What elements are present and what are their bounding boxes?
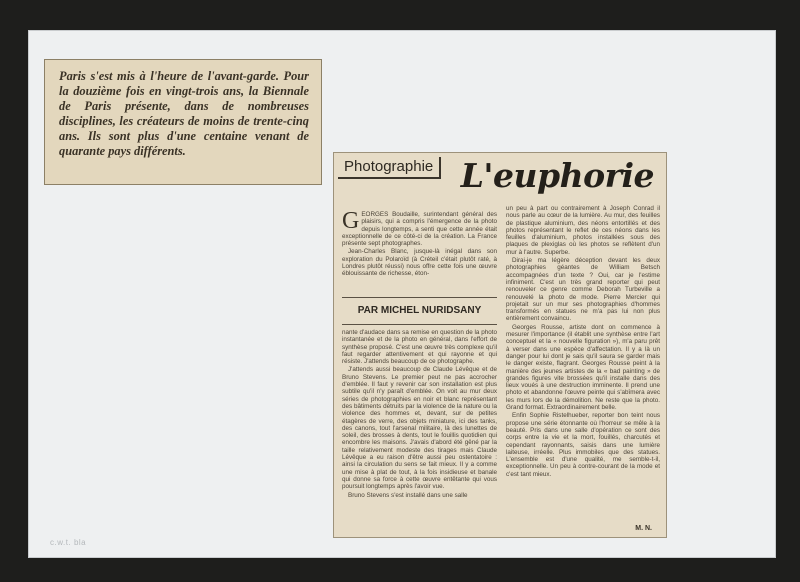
drop-cap: G	[342, 211, 360, 234]
article-column-left-bottom	[342, 329, 497, 535]
paragraph: Enfin Sophie Ristelhueber, reporter bon teint nous propose une série étonnante où l'horreur se mêle à la beauté. Pris dans une salle d'opération ce sont des corps entre la vie et la mort, fouillés, charcutés et cependant rayonnants, saisis dans une lumière laiteuse, irréelle. Plus immobiles que des statues. L'ensemble est d'une qualité, me semble-t-il, exceptionnelle. Un peu à contre-courant de la mode et c'est tant mieux.	[506, 412, 660, 478]
lead-paragraph	[342, 211, 497, 247]
paragraph: Bruno Stevens s'est installé dans une salle	[348, 491, 468, 499]
rubric-label: Photographie	[338, 157, 441, 179]
article-column-right	[506, 205, 660, 535]
headline: L'euphorie	[460, 156, 654, 195]
author-signature: M. N.	[635, 525, 652, 532]
article-clipping	[333, 152, 667, 538]
paragraph: un peu à part ou contrairement à Joseph Conrad il nous parle au cœur de la lumière. Au mur, des feuilles de plastique aluminium, des néons entortillés et des photos représentant le reflet de ces néons dans les feuilles d'aluminium, photos installées sous des plaques de plexiglas où les photos se reflètent d'un mur à l'autre. Superbe.	[506, 205, 660, 256]
article-column-left-top	[342, 211, 497, 295]
byline: PAR MICHEL NURIDSANY	[357, 305, 482, 316]
intro-clipping	[44, 59, 322, 185]
article-header	[334, 153, 666, 201]
lead-text: EORGES Boudaille, surintendant général des plaisirs, qui a compris l'émergence de la photo depuis longtemps, a senti que cette année était exceptionnelle de ce côté-ci de la création. La France présente sept photographes.	[342, 211, 497, 248]
paragraph: J'attends aussi beaucoup de Claude Lévêque et de Bruno Stevens. Le premier peut ne pas accrocher d'emblée. Il faut y revenir car son installation est plus subtile qu'il n'y paraît d'emblée. On voit au mur deux séries de photographies en noir et blanc représentant des bâtiments détruits par la violence de la nature ou la violence des hommes et, devant, sur de petites étagères de verre, des objets miniature, ici des tanks, des canons, tout l'arsenal militaire, là des lunettes de soleil, des brosses à dents, tout le fouillis quotidien qui encombre les maisons. J'avais d'abord été gêné par la taille relativement modeste des tirages mais Claude Lévêque a eu raison d'être aussi peu ostentatoire : ainsi la circulation du sens se fait mieux. Il y a comme une mise à plat de tout, à la fois insidieuse et banale qui donne sa force à cette œuvre entêtante qui vous poursuit longtemps après l'avoir vue.	[342, 366, 497, 491]
paragraph: Dirai-je ma légère déception devant les deux photographies géantes de William Betsch accompagnées d'un texte ? Oui, car je l'estime infiniment. C'est un très grand reporter qui peut renouveler ce genre comme Deborah Turbeville a renouvelé la photo de mode. Pierre Mercier qui projetait sur un mur ses photographies d'hommes transformés en statues ne m'a pas lui non plus entièrement convaincu.	[506, 257, 660, 323]
intro-text: Paris s'est mis à l'heure de l'avant-garde. Pour la douzième fois en vingt-trois ans, la Biennale de Paris présente, dans de nombreuses disciplines, les créateurs de moins de trente-cinq ans. Ils sont plus d'une centaine venant de quarante pays différents.	[59, 69, 309, 159]
pencil-annotation: c.w.t. bla	[50, 538, 87, 547]
paragraph: Jean-Charles Blanc, jusque-là inégal dans son exploration du Polaroïd (à Créteil c'était plutôt raté, à Londres plutôt réussi) nous offre cette fois une œuvre éblouissante de richesse, éton-	[342, 248, 497, 278]
paragraph: Georges Rousse, artiste dont on commence à mesurer l'importance (il établit une synthèse entre l'art conceptuel et la « nouvelle figuration »), m'a paru prêt à verser dans une espèce d'affectation. Il y a là un danger pour lui dont je sais qu'il saura se garder mais le danger existe, flagrant. Georges Rousse peint à la manière des jeunes artistes de la « bad painting » de grandes figures vite brossées qu'il installe dans des lieux voués à une destruction imminente. Il prend une photo et abandonne l'œuvre peinte qui s'abîmera avec les murs lors de la démolition. Ne reste que la photo. Grand format. Extraordinairement belle.	[506, 323, 660, 412]
paragraph: nante d'audace dans sa remise en question de la photo instantanée et de la photo en général, dans l'effort de synthèse proposé. C'est une œuvre très complexe qu'il faut regarder attentivement et qui rayonne et qui résiste. J'attends beaucoup de ce photographe.	[342, 329, 497, 366]
byline-box	[342, 297, 497, 325]
